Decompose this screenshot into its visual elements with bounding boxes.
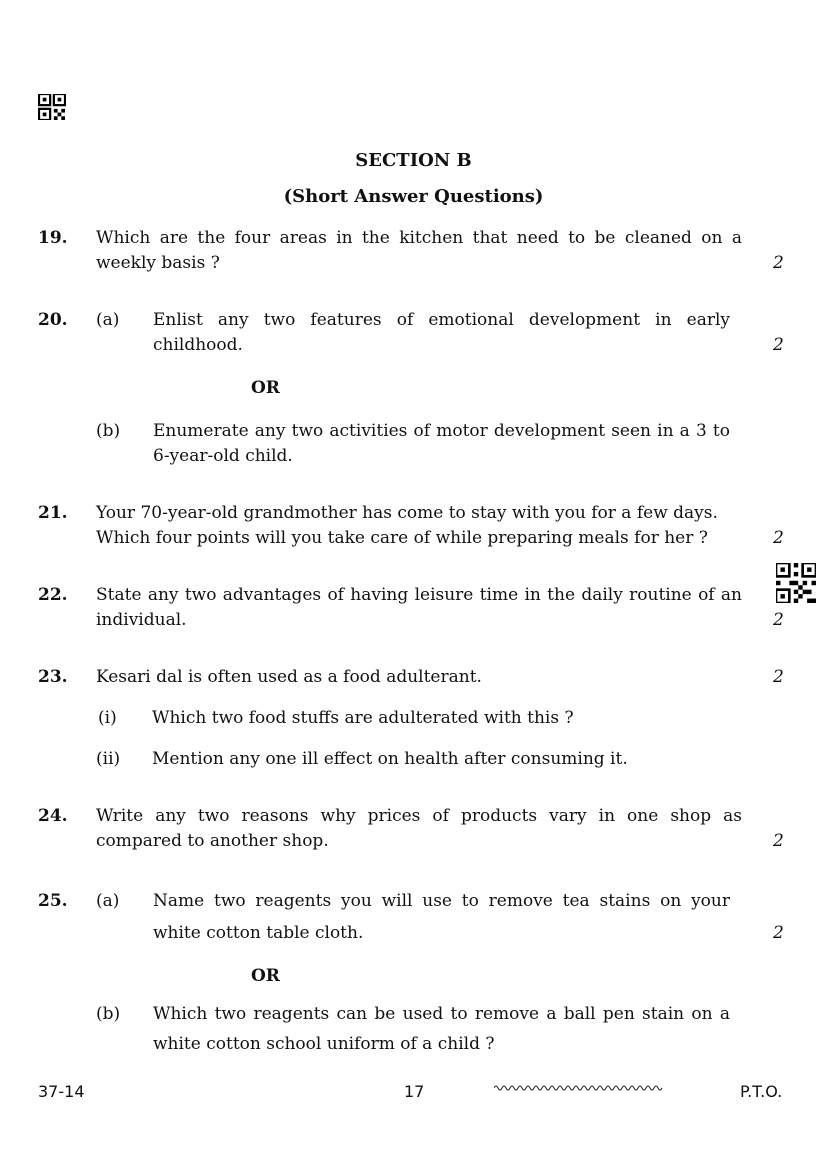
question-number: 21. [38,503,68,523]
question-text: Which are the four areas in the kitchen that need to be cleaned on a weekly basis ? [96,228,742,273]
pto-label: P.T.O. [740,1082,783,1101]
question-text-line: Your 70-year-old grandmother has come to stay with you for a few days. [96,503,718,523]
subpart-text: Mention any one ill effect on health after consuming it. [152,749,628,769]
question-number: 22. [38,585,68,605]
or-separator: OR [251,966,280,986]
option-text-line: Which two reagents can be used to remove a ball pen stain on a [153,1004,730,1024]
subpart-label: (i) [98,708,117,728]
question-marks: 2 [773,610,784,630]
page-number: 17 [404,1082,425,1101]
question-marks: 2 [773,528,784,548]
qr-code-right [776,563,816,603]
subpart-label: (ii) [96,749,121,769]
question-number: 24. [38,806,68,826]
question-marks: 2 [773,253,784,273]
option-label: (a) [96,891,120,911]
option-text-line: white cotton school uniform of a child ? [153,1034,495,1054]
or-separator: OR [251,378,280,398]
section-title: SECTION B [355,150,472,171]
question-number: 25. [38,891,68,911]
option-label: (a) [96,310,120,330]
option-text: Enumerate any two activities of motor development seen in a 3 to 6-year-old child. [153,421,730,466]
option-label: (b) [96,421,121,441]
option-text: Enlist any two features of emotional development in early childhood. [153,310,730,355]
option-label: (b) [96,1004,121,1024]
question-number: 20. [38,310,68,330]
question-number: 19. [38,228,68,248]
wavy-line-decoration [494,1084,664,1092]
paper-code: 37-14 [38,1082,85,1101]
question-marks: 2 [773,667,784,687]
qr-code-top-left [38,94,66,120]
question-text: Kesari dal is often used as a food adulterant. [96,667,482,687]
section-subtitle: (Short Answer Questions) [283,186,544,207]
option-text-line: Name two reagents you will use to remove tea stains on your [153,891,730,911]
question-number: 23. [38,667,68,687]
question-text-line: Which four points will you take care of while preparing meals for her ? [96,528,708,548]
option-text-line: white cotton table cloth. [153,923,364,943]
question-text: State any two advantages of having leisure time in the daily routine of an individual. [96,585,742,630]
question-marks: 2 [773,335,784,355]
question-marks: 2 [773,923,784,943]
subpart-text: Which two food stuffs are adulterated with this ? [152,708,574,728]
question-text: Write any two reasons why prices of products vary in one shop as compared to another shop. [96,806,742,851]
question-marks: 2 [773,831,784,851]
